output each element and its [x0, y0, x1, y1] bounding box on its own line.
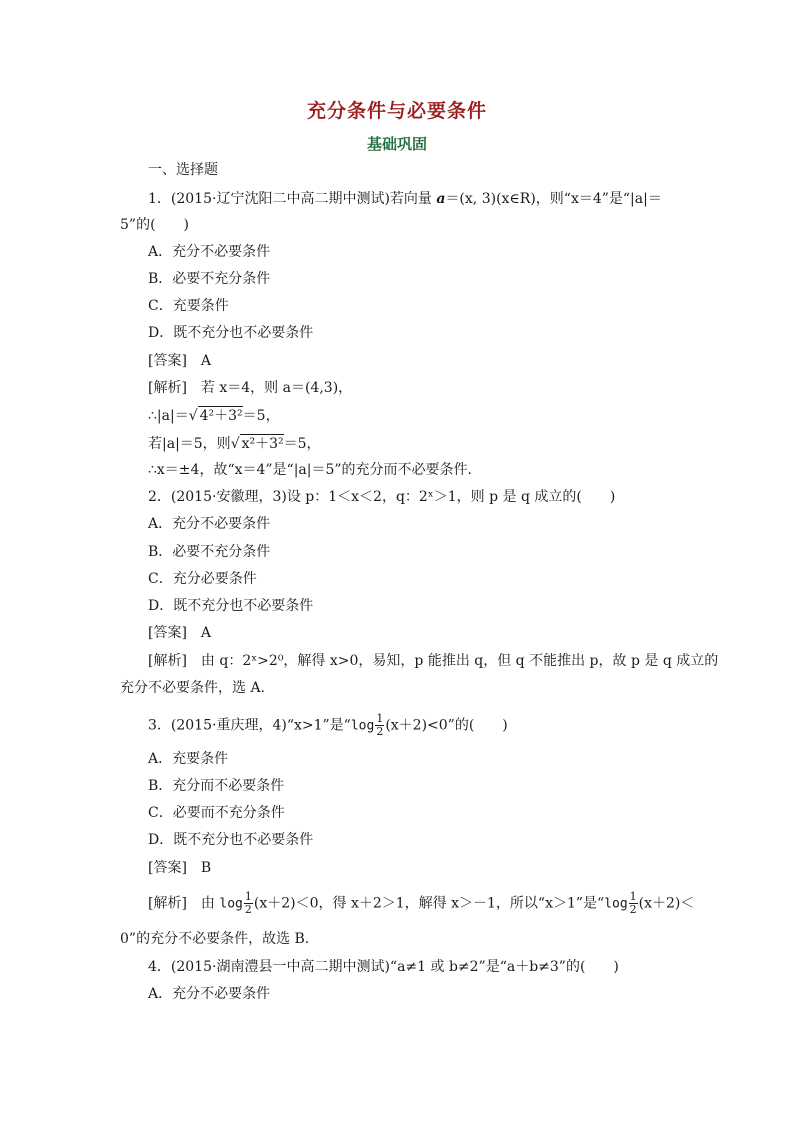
q2-option-a: A．充分不必要条件 [148, 516, 271, 532]
q1-exp3-part-a: 若|a|＝5，则 [148, 436, 231, 452]
q3-exp1-part-b: (x＋2)＜0，得 x＋2＞1，解得 x＞－1，所以“x＞1”是“ [253, 895, 605, 912]
q1-stem-part-a: 1．(2015·辽宁沈阳二中高二期中测试)若向量 [148, 191, 437, 207]
q3-answer: [答案] B [148, 860, 212, 876]
q1-option-b: B．必要不充分条件 [148, 271, 271, 287]
q1-option-c: C．充要条件 [148, 298, 229, 314]
q3-option-b: B．充分而不必要条件 [148, 778, 285, 794]
q3-option-a: A．充要条件 [148, 751, 229, 767]
q2-option-d: D．既不充分也不必要条件 [148, 598, 314, 614]
q4-stem: 4．(2015·湖南澧县一中高二期中测试)“a≠1 或 b≠2”是“a＋b≠3”的( ) [148, 959, 619, 975]
q3-stem-part-b: (x＋2)<0”的( ) [385, 717, 508, 734]
q2-stem: 2．(2015·安徽理，3)设 p：1＜x＜2，q：2ˣ＞1，则 p 是 q 成立的( ) [148, 489, 616, 505]
q1-stem-part-b: ＝(x, 3)(x∈R)，则“x＝4”是“|a|＝ [445, 191, 662, 207]
q1-explanation-line4: ∴x＝±4，故“x＝4”是“|a|＝5”的充分而不必要条件． [148, 462, 482, 478]
q1-answer: [答案] A [148, 353, 212, 369]
q2-answer: [答案] A [148, 625, 212, 641]
log-text: log [350, 718, 375, 734]
sqrt-expression: x²＋3² [241, 436, 284, 452]
q1-explanation-line3: 若|a|＝5，则√ x²＋3²＝5， [148, 436, 321, 452]
vector-a: a [436, 191, 446, 207]
q3-option-c: C．必要而不充分条件 [148, 805, 285, 821]
q2-option-b: B．必要不充分条件 [148, 544, 271, 560]
q1-explanation-line1: [解析] 若 x＝4，则 a＝(4,3)， [148, 380, 353, 396]
log-text: log [219, 896, 243, 912]
q1-stem-line2: 5”的( ) [120, 217, 189, 233]
sqrt-expression: 4²＋3² [199, 408, 243, 424]
log-text: log [604, 896, 628, 912]
q3-explanation-line2: 0”的充分不必要条件，故选 B. [120, 931, 310, 947]
fraction: $\frac{1}{2}$ [244, 890, 252, 916]
q2-explanation-line1: [解析] 由 q：2ˣ>2⁰，解得 x>0，易知，p 能推出 q，但 q 不能推出 p，故 p 是 q 成立的 [148, 653, 719, 669]
q1-exp2-part-a: ∴|a|＝ [148, 408, 189, 424]
q3-stem [148, 713, 508, 738]
fraction: $\frac{1}{2}$ [376, 712, 384, 738]
q1-explanation-line2: ∴|a|＝√ 4²＋3²＝5， [148, 408, 280, 424]
q3-option-d: D．既不充分也不必要条件 [148, 832, 314, 848]
q1-exp3-part-c: ＝5， [283, 436, 321, 452]
fraction: $\frac{1}{2}$ [629, 890, 637, 916]
page-subtitle: 基础巩固 [366, 135, 427, 153]
q2-explanation-line2: 充分不必要条件，选 A. [120, 680, 266, 696]
section-heading: 一、选择题 [148, 162, 218, 178]
q3-explanation-line1 [148, 891, 694, 916]
q3-exp1-part-a: [解析] 由 [148, 895, 220, 912]
q4-option-a: A．充分不必要条件 [148, 986, 271, 1002]
page-title: 充分条件与必要条件 [306, 100, 487, 122]
q1-exp2-part-c: ＝5， [242, 408, 280, 424]
q1-option-d: D．既不充分也不必要条件 [148, 325, 314, 341]
q3-exp1-part-c: (x＋2)＜ [638, 895, 695, 912]
q1-stem-line1 [148, 190, 662, 208]
q1-option-a: A．充分不必要条件 [148, 244, 271, 260]
q2-option-c: C．充分必要条件 [148, 571, 257, 587]
q3-stem-part-a: 3．(2015·重庆理，4)“x>1”是“ [148, 717, 351, 734]
